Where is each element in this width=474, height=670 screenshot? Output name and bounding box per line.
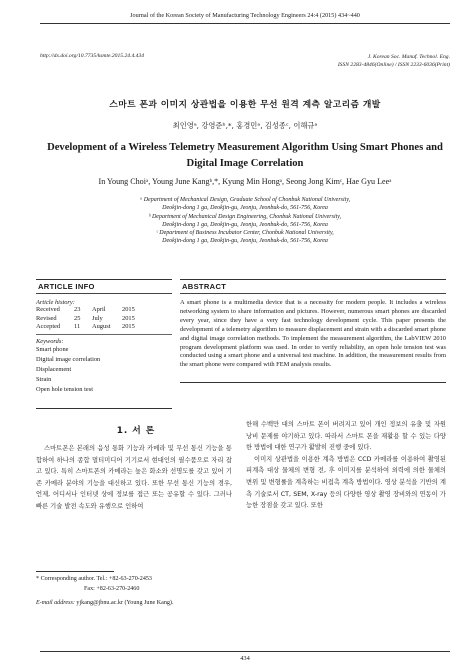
abstract-heading: ABSTRACT bbox=[182, 282, 227, 291]
history-row bbox=[36, 323, 172, 332]
english-title: Development of a Wireless Telemetry Measurement Algorithm Using Smart Phones and Digital Image Correlation bbox=[47, 142, 443, 169]
affiliations bbox=[40, 196, 450, 246]
journal-issn: ISSN 2283-4846(Online) / ISSN 2233-6036(Print) bbox=[337, 62, 450, 69]
abstract-text: A smart phone is a multimedia device that is a necessity for modern people. It includes a wireless networking system to share information and pictures. However, numerous smart phones are discarded every year, since they have a very fast technology development cycle. This paper presents the development of a telemetry algorithm to measure displacement and strain with a discarded smart phone and digital image correlation methods. To implement the measurement algorithm, the LabVIEW 2010 program development platform was used. In order to verify reliability, an open hole tension test was conducted using a smart phone and a universal test machine. In addition, the measurement results from the smart phone were compared with FEM analysis results. bbox=[180, 299, 446, 369]
history-day: 25 bbox=[74, 314, 81, 322]
history-year: 2015 bbox=[122, 323, 135, 330]
email-label: E-mail address: bbox=[36, 600, 75, 606]
history-label: Received bbox=[36, 306, 60, 313]
email-address[interactable]: yjkang@jbnu.ac.kr (Young June Kang). bbox=[76, 600, 174, 606]
history-month: April bbox=[92, 306, 106, 313]
abstract-panel bbox=[180, 279, 446, 383]
journal-abbrev: J. Korean Soc. Manuf. Technol. Eng. bbox=[367, 54, 450, 60]
history-label: Revised bbox=[36, 314, 57, 322]
fax-number: Fax: +82-63-270-2460 bbox=[84, 585, 140, 592]
history-title: Article history: bbox=[36, 299, 75, 306]
doi-link[interactable]: http://dx.doi.org/10.7735/ksmte.2015.24.4.434 bbox=[40, 53, 145, 59]
keywords-divider bbox=[36, 334, 172, 335]
affiliation-line: Deokjin-dong 1 ga, Deokjin-gu, Jeonju, Jeonbuk-do, 561-756, Korea bbox=[162, 238, 328, 245]
history-month: August bbox=[92, 323, 111, 330]
keyword-item: Smart phone bbox=[36, 345, 69, 353]
email-line bbox=[36, 599, 236, 609]
intro-paragraph-1: 스마트폰은 본래의 음성 통화 기능과 카메라 및 무선 통신 기능을 통합하여 하나의 종합 멀티미디어 기기로서 현대인의 필수품으로 자리 잡고 있다. 특히 스마트폰의 카메라는 높은 화소와 선명도를 갖고 있어 기존 카메라 분야의 기능을 대신하고 있다. 또한 무선 통신 기능의 경우, 언제, 어디서나 인터넷 상에 정보를 접근 또는 공유할 수 있다. 그러나 빠른 기술 발전 속도와 유행으로 인하여 bbox=[36, 445, 232, 510]
intro-paragraph-3-wrap bbox=[246, 454, 446, 512]
keywords-title: Keywords: bbox=[36, 337, 64, 345]
article-info-heading-rule bbox=[36, 293, 172, 294]
history-month: July bbox=[92, 314, 103, 322]
article-info-bottom-rule bbox=[36, 408, 172, 409]
history-day: 11 bbox=[74, 323, 81, 330]
fax-line bbox=[36, 585, 236, 595]
article-info-heading: ARTICLE INFO bbox=[38, 282, 95, 291]
english-authors: In Young Choiᵃ, Young June Kangᵇ,*, Kyung Min Hongᵃ, Seong Jong Kimᶜ, Hae Gyu Leeᵃ bbox=[98, 177, 392, 186]
keyword-item: Displacement bbox=[36, 365, 72, 373]
korean-authors: 최인영ᵃ, 강영준ᵇ,*, 홍경민ᵃ, 김성종ᶜ, 이해규ᵃ bbox=[172, 121, 318, 130]
history-label: Accepted bbox=[36, 323, 61, 330]
history-row bbox=[36, 315, 172, 324]
affiliation-line: ᵇ Department of Mechanical Design Engineering, Chonbuk National University, bbox=[148, 213, 342, 220]
affiliation-line: ᶜ Department of Business Incubator Center, Chonbuk National University, bbox=[156, 230, 334, 237]
intro-paragraph-2: 한해 수백만 대의 스마트 폰이 버려지고 있어 개인 정보의 유출 및 자원 낭비 문제를 야기하고 있다. 따라서 스마트 폰을 재활용 할 수 있는 다양한 방법에 대한 연구가 활발히 진행 중에 있다. bbox=[246, 421, 446, 452]
keyword-item: Open hole tension test bbox=[36, 386, 93, 394]
history-day: 23 bbox=[74, 306, 81, 313]
journal-info bbox=[250, 53, 450, 70]
abstract-heading-rule bbox=[180, 293, 446, 294]
affiliation-line: Deokjin-dong 1 ga, Deokjin-gu, Jeonju, Jeonbuk-do, 561-756, Korea bbox=[162, 205, 328, 212]
korean-title: 스마트 폰과 이미지 상관법을 이용한 무선 원격 계측 알고리즘 개발 bbox=[109, 100, 381, 110]
footer-divider bbox=[40, 651, 450, 652]
page-number: 434 bbox=[240, 655, 250, 662]
section-title-introduction: 1. 서 론 bbox=[116, 426, 156, 436]
footnote bbox=[36, 575, 236, 609]
intro-body-right bbox=[246, 419, 446, 512]
history-year: 2015 bbox=[122, 314, 135, 322]
journal-header: Journal of the Korean Society of Manufacturing Technology Engineers 24:4 (2015) 434~440 bbox=[130, 12, 360, 19]
affiliation-line: ᵃ Department of Mechanical Design, Graduate School of Chonbuk National University, bbox=[139, 197, 351, 203]
affiliation-line: Deokjin-dong 1 ga, Deokjin-gu, Jeonju, Jeonbuk-do, 561-756, Korea bbox=[162, 221, 328, 228]
corresponding-author: * Corresponding author. Tel.: +82-63-270-2453 bbox=[36, 576, 152, 582]
intro-body-left bbox=[36, 443, 232, 513]
intro-paragraph-3: 이미지 상관법을 이용한 계측 방법은 CCD 카메라를 이용하여 촬영된 피계측 대상 물체의 변형 전, 후 이미지를 분석하여 외력에 의한 물체의 변위 및 변형률을 계측하는 비접촉 계측 방법이다. 영상 분석을 기반의 계측 기술로서 CT, SEM, X-ray 등의 다양한 영상 촬영 장비와의 연동이 가능한 장점을 갖고 있다. 또한 bbox=[246, 455, 446, 510]
history-row bbox=[36, 306, 172, 315]
history-year: 2015 bbox=[122, 306, 135, 313]
keyword-item: Strain bbox=[36, 376, 52, 384]
footnote-divider bbox=[36, 571, 114, 572]
keyword-item: Digital image correlation bbox=[36, 355, 101, 363]
header-divider bbox=[40, 23, 450, 24]
abstract-bottom-rule bbox=[180, 382, 446, 383]
article-info-panel bbox=[36, 279, 172, 409]
